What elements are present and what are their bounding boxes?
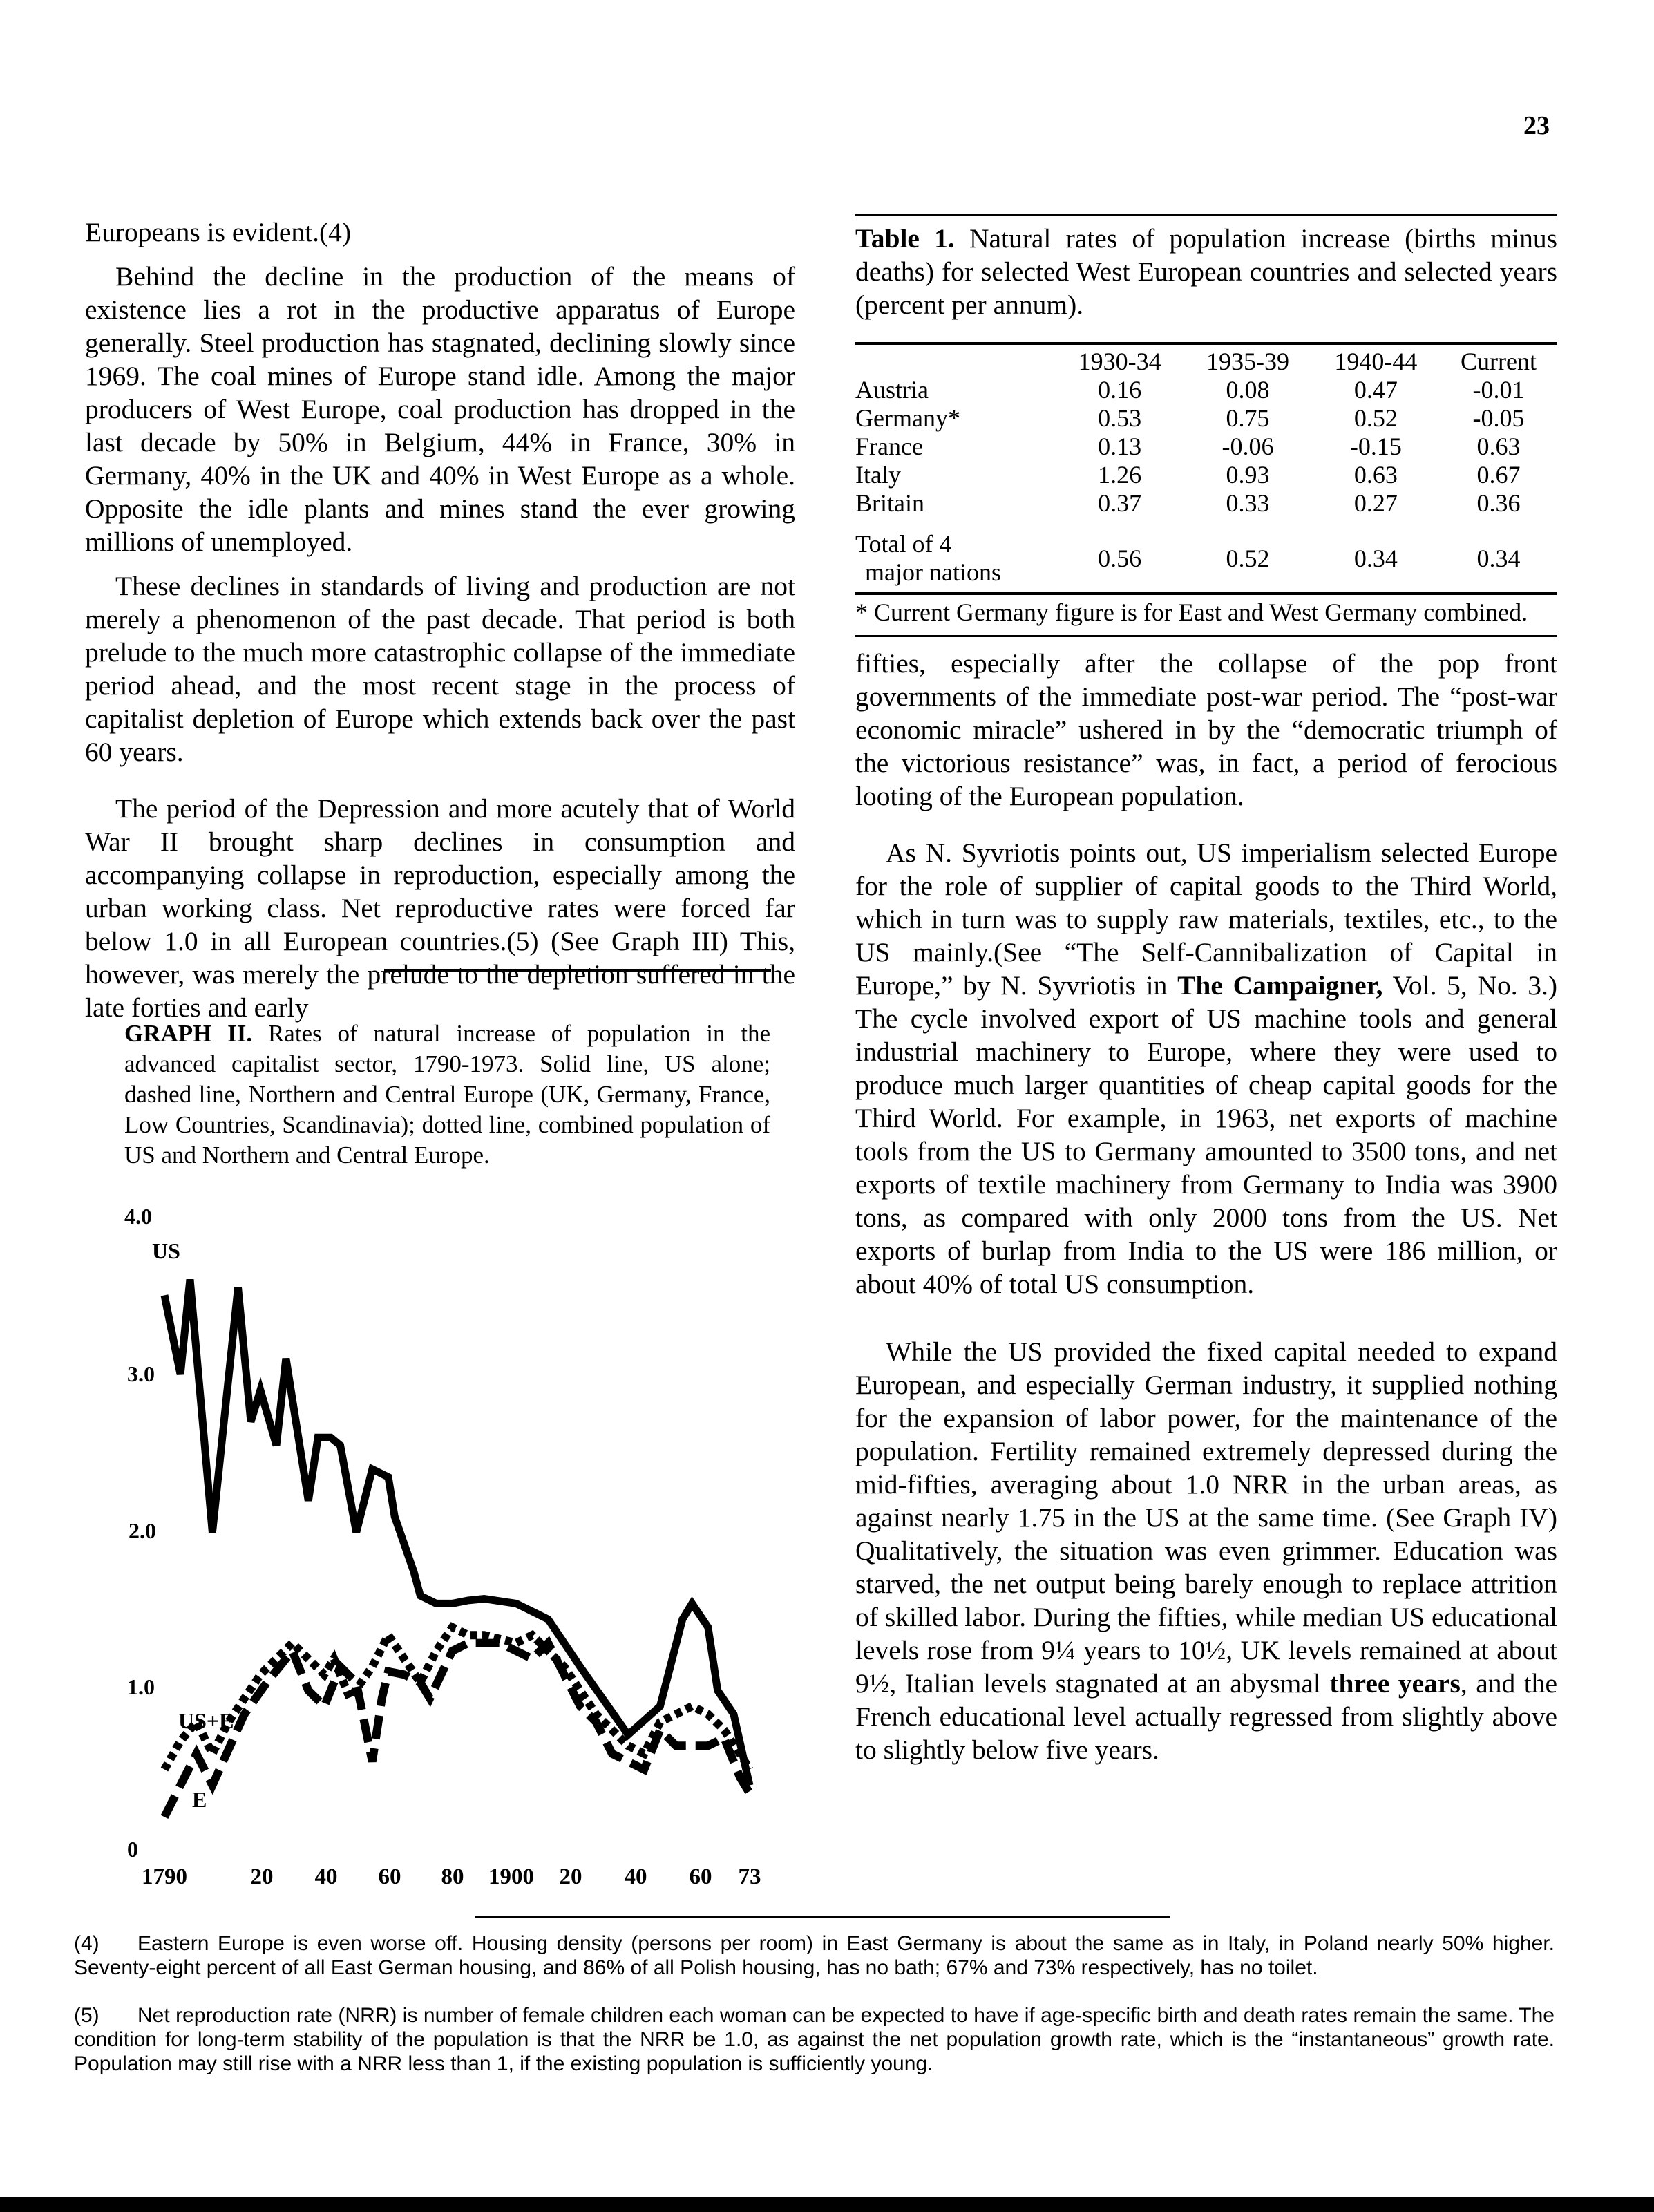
y-tick-1: 1.0 (127, 1674, 155, 1699)
footnote-number: (5) (74, 2004, 99, 2027)
paragraph-syvriotis-a: As N. Syvriotis points out, US imperialism selected Europe for the role of supplier of capital goods to the Third World, which in turn was to supply raw materials, textiles, etc., to the US mainly.(See “The Self-Cannibalization of Capital in Europe,” by N. Syvriotis in (855, 838, 1557, 1001)
row-label: Italy (855, 461, 901, 489)
total-label-line2: major nations (865, 558, 1001, 586)
footnote-4 (74, 1931, 1555, 1980)
footnote-text: Net reproduction rate (NRR) is number of female children each woman can be expected to have if age-specific birth and death rates remain the same. The condition for long-term stability of the population is that the NRR be 1.0, as against the net population growth rate, which is the “instantaneous” growth rate. Population may still rise with a NRR less than 1, if the existing population is sufficiently young. (74, 2004, 1555, 2075)
row-label: Germany* (855, 404, 960, 432)
cell: -0.06 (1222, 433, 1274, 460)
x-tick-1840: 40 (314, 1864, 338, 1889)
label-us: US (152, 1238, 180, 1263)
footnote-text: Eastern Europe is even worse off. Housing density (persons per room) in East Germany is about the same as in Italy, in Poland nearly 50% higher. Seventy-eight percent of all East German housing, and 86% of all Polish housing, has no bath; 67% and 73% respectively, has no toilet. (74, 1932, 1555, 1979)
x-tick-1920: 20 (559, 1864, 582, 1889)
footnote-5 (74, 2003, 1555, 2076)
cell: 0.63 (1353, 461, 1398, 489)
y-tick-2: 2.0 (129, 1518, 156, 1543)
graph-ii-chart (104, 1202, 801, 1900)
table-bottom-rule (855, 592, 1557, 595)
cell: 0.67 (1476, 461, 1521, 489)
paragraph-fixed-capital-a: While the US provided the fixed capital needed to expand European, and especially German industry, it supplied nothing for the expansion of labor power, for the maintenance of the population. Fertility remained extremely depressed during the mid-fifties, averaging about 1.0 NRR in the urban areas, as against nearly 1.75 in the US at the same time. (See Graph IV) Qualitatively, the situation was even grimmer. Education was starved, the net output being barely enough to replace attrition of skilled labor. During the fifties, while median US educational levels rose from 9¼ years to 10½, UK levels remained at about 9½, Italian levels stagnated at an abysmal (855, 1336, 1557, 1699)
table-row (855, 404, 1557, 433)
cell: 1.26 (1098, 461, 1142, 489)
graph-divider (384, 969, 771, 972)
x-tick-1790: 1790 (142, 1864, 187, 1889)
header-blank (855, 348, 1056, 376)
footnote-number: (4) (74, 1932, 99, 1955)
paragraph-depression: The period of the Depression and more acutely that of World War II brought sharp declines in consumption and accompanying collapse in reproduction, especially among the urban working class. Net reproductive rates were forced far below 1.0 in all European countries.(5) (See Graph III) This, however, was merely the prelude to the depletion suffered in the late forties and early (85, 793, 795, 1023)
x-tick-1820: 20 (250, 1864, 274, 1889)
cell: 0.16 (1098, 376, 1142, 404)
cell: 0.37 (1098, 489, 1142, 517)
series-line-solid (164, 1280, 750, 1786)
cell: 0.27 (1353, 489, 1398, 517)
x-tick-1860: 60 (378, 1864, 401, 1889)
graph-caption (124, 1019, 770, 1171)
scan-bottom-edge (0, 2197, 1654, 2212)
cell: -0.15 (1349, 433, 1402, 460)
paragraph-syvriotis-b: Vol. 5, No. 3.) The cycle involved export of US machine tools and general industrial machinery to Europe, where they were used to produce much larger quantities of cheap capital goods for the Third World. For example, in 1963, net exports of machine tools from the US to Germany amounted to 3500 tons, and net exports of textile machinery from Germany to India was 3900 tons, as compared with only 2000 tons from the US. Net exports of burlap from India to the US were 186 million, or about 40% of total US consumption. (855, 970, 1558, 1299)
cell: 0.56 (1098, 544, 1142, 572)
footnote-divider (475, 1916, 1170, 1918)
table-footnote: * Current Germany figure is for East and West Germany combined. (855, 598, 1528, 626)
paragraph-syvriotis (855, 836, 1557, 1301)
chart-plot-area (104, 1202, 801, 1900)
campaigner-title: The Campaigner, (1177, 970, 1383, 1001)
table-header-rule (855, 342, 1557, 345)
page-number: 23 (1523, 111, 1550, 140)
cell: 0.36 (1476, 489, 1521, 517)
table-top-rule (855, 214, 1557, 216)
cell: 0.63 (1476, 433, 1521, 460)
paragraph-fixed-capital-b: , and the French educational level actually regressed from slightly above to slightly below five years. (855, 1668, 1557, 1765)
graph-caption-text: Rates of natural increase of population in the advanced capitalist sector, 1790-1973. Solid line, US alone; dashed line, Northern and Central Europe (UK, Germany, France, Low Countries, Scandinavia); dotted line, combined population of US and Northern and Central Europe. (124, 1020, 770, 1169)
header-col: Current (1461, 348, 1537, 375)
row-label: France (855, 433, 923, 460)
cell: -0.01 (1472, 376, 1525, 404)
x-tick-1973: 73 (738, 1864, 761, 1889)
series-line-dashed (164, 1643, 750, 1817)
row-label: Austria (855, 376, 929, 404)
cell: 0.93 (1226, 461, 1270, 489)
label-us-plus-e: US+E (178, 1708, 234, 1733)
paragraph-standards: These declines in standards of living and production are not merely a phenomenon of the past decade. That period is both prelude to the much more catastrophic collapse of the immediate period ahead, and the most recent stage in the process of capitalist depletion of Europe which extends back over the past 60 years. (85, 571, 795, 767)
table-end-rule (855, 635, 1557, 637)
cell: 0.13 (1098, 433, 1142, 460)
paragraph-fifties: fifties, especially after the collapse of the pop front governments of the immediate post-war period. The “post-war economic miracle” ushered in by the “democratic triumph of the victorious resistance” was, in fact, a period of ferocious looting of the European population. (855, 648, 1557, 811)
cell: 0.52 (1226, 544, 1270, 572)
cell: 0.53 (1098, 404, 1142, 432)
cell: 0.34 (1353, 544, 1398, 572)
table-row (855, 376, 1557, 404)
table-caption-text: Natural rates of population increase (births minus deaths) for selected West European countries and selected years (percent per annum). (855, 223, 1557, 320)
three-years-emphasis: three years (1329, 1668, 1461, 1699)
row-label: Britain (855, 489, 924, 517)
table-row (855, 489, 1557, 518)
x-tick-1940: 40 (624, 1864, 647, 1889)
x-tick-1900: 1900 (488, 1864, 534, 1889)
table-caption (855, 222, 1557, 321)
header-col: 1940-44 (1334, 348, 1418, 375)
x-tick-1880: 80 (441, 1864, 464, 1889)
paragraph-fixed-capital (855, 1335, 1557, 1766)
header-col: 1935-39 (1206, 348, 1290, 375)
paragraph-decline: Behind the decline in the production of the means of existence lies a rot in the productive apparatus of Europe generally. Steel production has stagnated, declining slowly since 1969. The coal mines of Europe stand idle. Among the major producers of West Europe, coal production has dropped in the last decade by 50% in Belgium, 44% in France, 30% in Germany, 40% in the UK and 40% in West Europe as a whole. Opposite the idle plants and mines stand the ever growing millions of unemployed. (85, 261, 795, 557)
cell: 0.33 (1226, 489, 1270, 517)
paragraph-continuation: Europeans is evident.(4) (85, 217, 352, 247)
table-header-row (855, 348, 1557, 376)
total-label (855, 518, 1056, 587)
total-label-line1: Total of 4 (855, 530, 952, 558)
right-column (855, 214, 1557, 1766)
cell: 0.52 (1353, 404, 1398, 432)
x-tick-1960: 60 (689, 1864, 712, 1889)
left-column (85, 216, 795, 1024)
cell: 0.75 (1226, 404, 1270, 432)
cell: 0.47 (1353, 376, 1398, 404)
cell: 0.34 (1476, 544, 1521, 572)
header-col: 1930-34 (1078, 348, 1161, 375)
graph-caption-label: GRAPH II. (124, 1020, 253, 1047)
table-total-row (855, 518, 1557, 587)
y-tick-3: 3.0 (127, 1361, 155, 1386)
table-row (855, 433, 1557, 461)
table-caption-label: Table 1. (855, 223, 955, 254)
cell: -0.05 (1472, 404, 1525, 432)
label-e: E (192, 1787, 207, 1812)
footnotes (74, 1931, 1555, 2099)
cell: 0.08 (1226, 376, 1270, 404)
y-tick-4: 4.0 (124, 1204, 152, 1229)
population-table (855, 348, 1557, 587)
table-row (855, 461, 1557, 489)
y-tick-0: 0 (127, 1837, 138, 1862)
